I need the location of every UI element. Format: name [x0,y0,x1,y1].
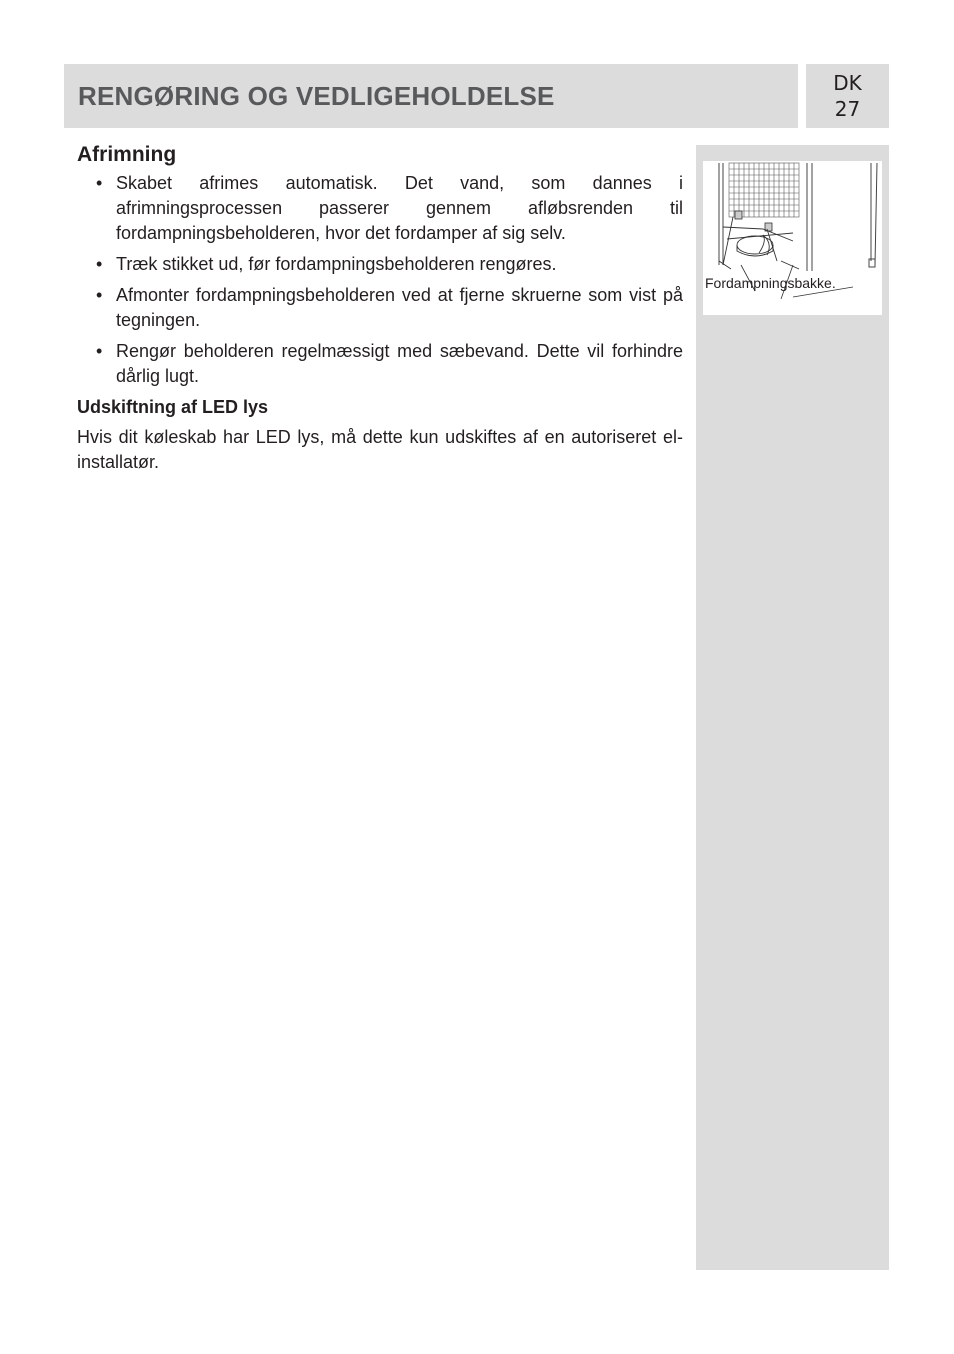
figure-caption: Fordampningsbakke. [705,275,836,291]
language-code: DK [833,71,862,95]
list-item-text: Skabet afrimes automatisk. Det vand, som dannes i afrimningsprocessen passerer gennem afløbsrenden til fordampningsbeholderen, hvor det fordamper af sig selv. [116,173,683,243]
led-paragraph: Hvis dit køleskab har LED lys, må dette kun udskiftes af en autoriseret el-installatør. [77,427,683,472]
list-item [77,339,683,389]
bullet-symbol: • [96,341,103,361]
list-item-text: Afmonter fordampningsbeholderen ved at fjerne skruerne som vist på tegningen. [116,285,683,330]
bullet-symbol: • [96,254,103,274]
evaporation-tray [719,217,799,269]
header-bar [64,64,798,128]
list-item [77,171,683,246]
bullet-symbol: • [96,285,103,305]
list-item-text: Træk stikket ud, før fordampningsbeholderen rengøres. [116,254,557,274]
defrost-heading: Afrimning [77,143,177,166]
fridge-back-illustration [703,161,882,315]
bullet-symbol: • [96,173,103,193]
list-item [77,252,683,277]
condenser-grid [729,163,799,217]
evaporation-tray-figure [703,161,882,315]
list-item-text: Rengør beholderen regelmæssigt med sæbevand. Dette vil forhindre dårlig lugt. [116,341,683,386]
list-item [77,283,683,333]
side-panel [696,145,889,1270]
page-number: 27 [834,97,861,121]
led-heading: Udskiftning af LED lys [77,397,269,417]
page-title: RENGØRING OG VEDLIGEHOLDELSE [78,81,555,111]
language-page-box [806,64,889,128]
main-content [77,142,683,475]
defrost-list [77,171,683,389]
